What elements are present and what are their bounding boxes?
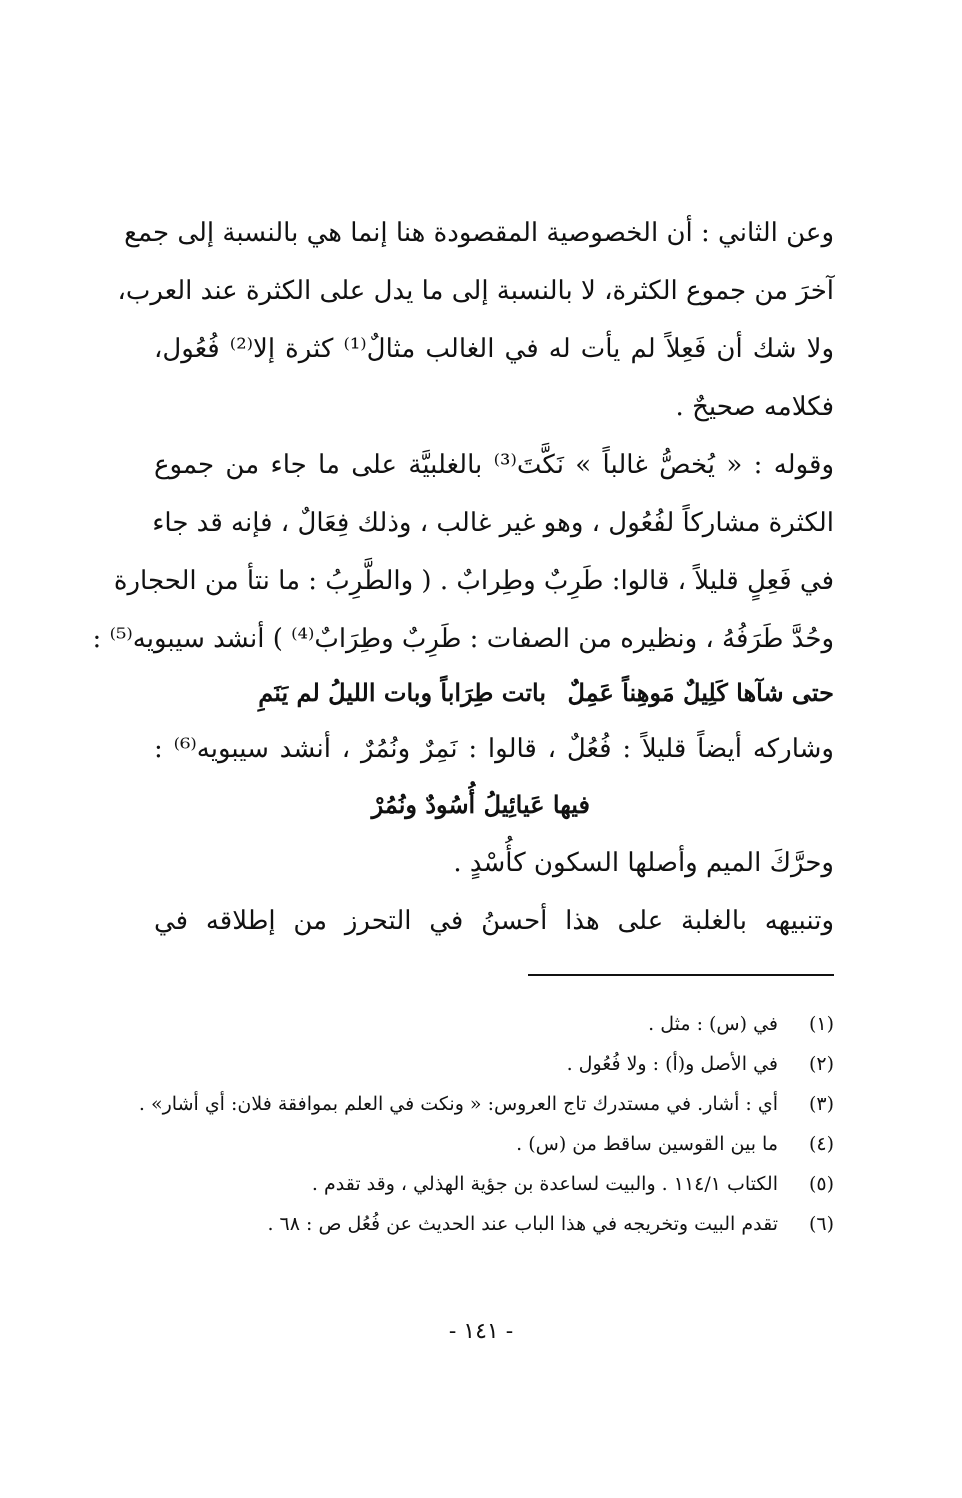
footnote-number: (٤)	[808, 1133, 834, 1155]
verse-line: فيها عَيائِيلُ أُسُودٌ ونُمُرْ	[371, 790, 590, 819]
footnote-number: (٣)	[808, 1093, 834, 1115]
footnote	[134, 1204, 834, 1244]
footnote-text: تقدم البيت وتخريجه في هذا الباب عند الحديث عن فُعُل ص : ٦٨ .	[267, 1213, 778, 1235]
footnote-text: في الأصل و(أ) : ولا فُعُول .	[566, 1053, 778, 1075]
body-line: وحرَّكَ الميم وأصلها السكون كأُسْدٍ .	[453, 848, 834, 878]
body-line: وحُدَّ طَرَفُهُ ، ونظيره من الصفات : طَرِبٌ وطِرَابٌ⁽⁴⁾ ) أنشد سيبويه⁽⁵⁾ :	[92, 624, 834, 654]
footnote-number: (٢)	[808, 1053, 834, 1075]
body-line: ولا شك أن فَعِلاً لم يأت له في الغالب مثالٌ⁽¹⁾ كثرة إلا⁽²⁾ فُعُول،	[154, 334, 834, 364]
body-line: وتنبيهه بالغلبة على هذا أحسنُ في التحرز من إطلاقه في	[154, 906, 834, 936]
body-line: وشاركه أيضاً قليلاً : فُعُلٌ ، قالوا : نَمِرٌ ونُمُرٌ ، أنشد سيبويه⁽⁶⁾ :	[154, 734, 834, 764]
footnote-number: (٥)	[808, 1173, 834, 1195]
footnote	[134, 1044, 834, 1084]
body-line: في فَعِلٍ قليلاً ، قالوا: طَرِبٌ وطِرابٌ . ( والطَّرِبُ : ما نتأ من الحجارة	[113, 566, 834, 596]
footnote	[134, 1124, 834, 1164]
footnote	[134, 1164, 834, 1204]
footnote-text: أي : أشار. في مستدرك تاج العروس: « ونكت في العلم بموافقة فلان: أي أشار» .	[138, 1093, 778, 1115]
footnote-text: ما بين القوسين ساقط من (س) .	[516, 1133, 778, 1155]
footnote-number: (٦)	[808, 1213, 834, 1235]
footnote-text: الكتاب ١١٤/١ . والبيت لساعدة بن جؤية الهذلي ، وقد تقدم .	[311, 1173, 778, 1195]
body-line: وعن الثاني : أن الخصوصية المقصودة هنا إنما هي بالنسبة إلى جمع	[124, 218, 834, 248]
body-line: وقوله : « يُخصُّ غالباً » نَكَّتَ⁽³⁾ بالغلبيَّة على ما جاء من جموع	[154, 450, 834, 480]
footnote-number: (١)	[808, 1013, 834, 1035]
verse-first-hemistich: حتى شآها كَلِيلٌ مَوهِناً عَمِلٌ	[567, 678, 834, 707]
footnote-separator	[528, 974, 834, 976]
body-line: فكلامه صحيحٌ .	[675, 392, 834, 422]
footnote	[134, 1084, 834, 1124]
verse-second-hemistich: باتت طِرَاباً وبات الليلُ لم يَنَمِ	[258, 678, 546, 707]
body-line: الكثرة مشاركاً لفُعُول ، وهو غير غالب ، وذلك فِعَالٌ ، فإنه قد جاء	[152, 508, 834, 538]
page-number: - ١٤١ -	[448, 1319, 514, 1344]
footnote	[134, 1004, 834, 1044]
body-line: آخرَ من جموع الكثرة، لا بالنسبة إلى ما يدل على الكثرة عند العرب،	[117, 276, 834, 306]
footnote-text: في (س) : مثل .	[648, 1013, 778, 1035]
